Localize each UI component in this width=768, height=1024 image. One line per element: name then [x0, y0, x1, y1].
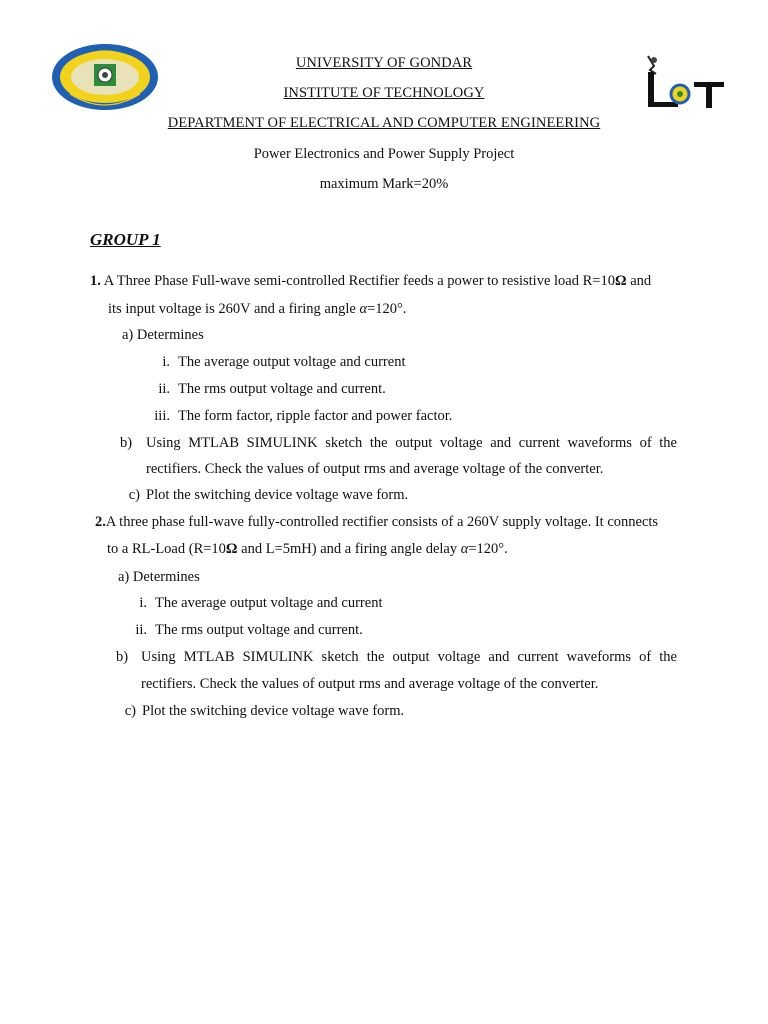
alpha-symbol: α: [359, 301, 368, 317]
q2-line-1: 2.A three phase full-wave fully-controlled rectifier consists of a 260V supply voltage. It connects: [95, 514, 659, 530]
q1-item-iii: iii. The form factor, ripple factor and power factor.: [154, 408, 453, 424]
q1-part-a: a) Determines: [122, 327, 204, 343]
q1-part-b-line-2: rectifiers. Check the values of output rms and average voltage of the converter.: [146, 461, 604, 477]
ohm-symbol: Ω: [614, 273, 627, 289]
q1-line-1: 1. A Three Phase Full-wave semi-controlled Rectifier feeds a power to resistive load R=10Ω and: [90, 273, 652, 289]
q2-line-2: to a RL-Load (R=10Ω and L=5mH) and a firing angle delay α=120°.: [107, 541, 508, 557]
q1-part-b-label: b): [120, 435, 133, 451]
q1-line-2: its input voltage is 260V and a firing angle α=120°.: [108, 301, 407, 317]
q2-part-a: a) Determines: [118, 569, 200, 585]
q1-number: 1.: [90, 273, 101, 289]
q2-part-b-label: b): [116, 649, 129, 665]
ohm-symbol: Ω: [225, 541, 238, 557]
university-name: UNIVERSITY OF GONDAR: [295, 55, 473, 71]
institute-name: INSTITUTE OF TECHNOLOGY: [283, 85, 485, 101]
q1-item-i: i. The average output voltage and current: [162, 354, 406, 370]
alpha-symbol: α: [460, 541, 469, 557]
q2-number: 2.: [95, 514, 106, 530]
q2-part-b-line-1: Using MTLAB SIMULINK sketch the output voltage and current waveforms of the: [141, 649, 677, 665]
project-title: Power Electronics and Power Supply Project: [253, 146, 515, 162]
q2-part-c: c) Plot the switching device voltage wave form.: [124, 703, 405, 719]
q1-part-b-line-1: Using MTLAB SIMULINK sketch the output voltage and current waveforms of the: [146, 435, 677, 451]
q1-item-ii: ii. The rms output voltage and current.: [158, 381, 386, 397]
q2-part-b-line-2: rectifiers. Check the values of output rms and average voltage of the converter.: [141, 676, 599, 692]
department-name: DEPARTMENT OF ELECTRICAL AND COMPUTER ENGINEERING: [167, 115, 601, 131]
group-title: GROUP 1: [90, 230, 161, 249]
maximum-mark: maximum Mark=20%: [319, 176, 449, 192]
q1-part-c: c) Plot the switching device voltage wave form.: [128, 487, 409, 503]
q2-item-ii: ii. The rms output voltage and current.: [135, 622, 363, 638]
q2-item-i: i. The average output voltage and current: [139, 595, 383, 611]
